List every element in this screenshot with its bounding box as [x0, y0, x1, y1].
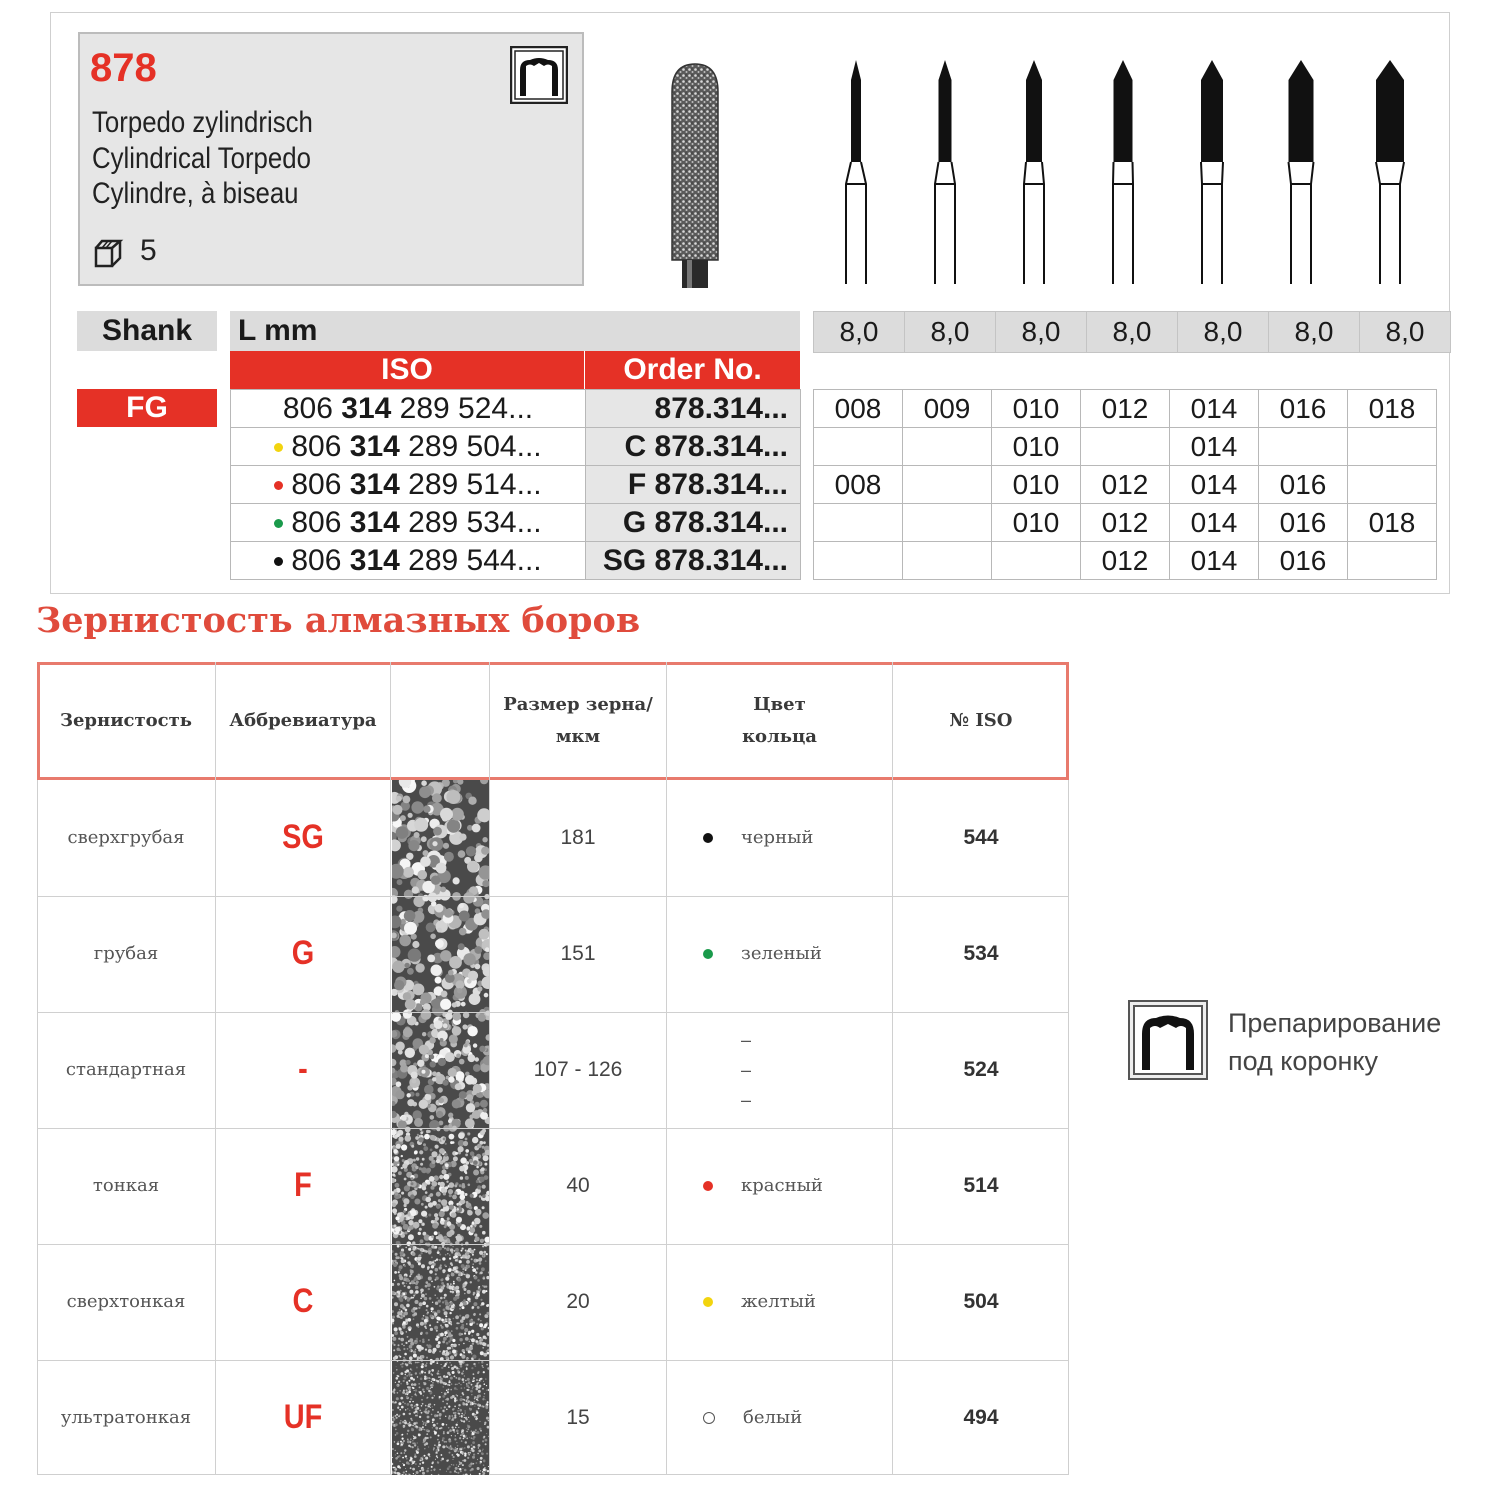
- bur-drawing: [1376, 60, 1404, 284]
- ring-color: [667, 1244, 892, 1359]
- iso-header: ISO: [230, 351, 584, 389]
- iso-code: [231, 390, 586, 428]
- iso-prefix: 806: [291, 505, 350, 539]
- legend-line-2: под коронку: [1228, 1046, 1378, 1076]
- header-grit: Зернистость: [60, 710, 192, 731]
- iso-code: [231, 466, 586, 504]
- size-cell: [814, 542, 903, 580]
- iso-code: [231, 428, 586, 466]
- iso-suffix: 289 504...: [399, 429, 542, 463]
- grit-name: сверхгрубая: [67, 827, 185, 848]
- ring-color: [667, 1128, 892, 1243]
- description-en: Cylindrical Torpedo: [92, 142, 311, 175]
- grit-abbreviation: C: [292, 1282, 314, 1320]
- iso-number: 514: [963, 1173, 999, 1197]
- iso-shape-code: 314: [349, 429, 400, 463]
- bur-drawing: [1289, 60, 1314, 284]
- size-cell: 014: [1170, 390, 1259, 428]
- iso-code: [231, 542, 586, 580]
- size-cell: 016: [1259, 504, 1348, 542]
- shank-type-fg: FG: [77, 389, 217, 427]
- length-cell: 8,0: [1087, 312, 1178, 353]
- grit-section-title: Зернистость алмазных боров: [36, 600, 641, 641]
- iso-suffix: 289 544...: [399, 543, 542, 577]
- size-row: [814, 428, 1437, 466]
- bur-photo: [664, 62, 726, 288]
- column-divider: [215, 662, 216, 1475]
- ring-color-dot: [274, 519, 283, 528]
- order-row: [231, 466, 801, 504]
- size-cell: [903, 542, 992, 580]
- header-ring-color: [667, 662, 892, 780]
- grit-name: тонкая: [92, 1175, 160, 1196]
- ring-color: [667, 780, 892, 895]
- size-cell: 008: [814, 466, 903, 504]
- iso-prefix: 806: [291, 543, 350, 577]
- iso-prefix: 806: [291, 429, 350, 463]
- iso-suffix: 289 514...: [399, 467, 542, 501]
- ring-color-dot: [274, 557, 283, 566]
- size-cell: 010: [992, 504, 1081, 542]
- size-row: [814, 504, 1437, 542]
- crown-preparation-icon: [510, 46, 568, 104]
- iso-suffix: 289 524...: [391, 391, 534, 425]
- size-cell: 014: [1170, 466, 1259, 504]
- bur-size-drawings: [810, 58, 1440, 290]
- description-de: Torpedo zylindrisch: [92, 106, 313, 139]
- grit-abbreviation: UF: [283, 1398, 323, 1436]
- description-fr: Cylindre, à biseau: [92, 177, 299, 210]
- ring-color-name: красный: [741, 1174, 823, 1196]
- size-cell: 014: [1170, 542, 1259, 580]
- size-cell: [1081, 428, 1170, 466]
- header-ring-color-line2: кольца: [742, 726, 817, 747]
- size-cell: [903, 504, 992, 542]
- ring-color-name: – – –: [741, 1029, 752, 1110]
- size-cell: 010: [992, 390, 1081, 428]
- iso-number: 544: [963, 825, 999, 849]
- size-cell: 016: [1259, 542, 1348, 580]
- iso-code: [231, 504, 586, 542]
- header-grain-size-line2: мкм: [555, 726, 601, 747]
- length-cell: 8,0: [996, 312, 1087, 353]
- ring-color-dot: [703, 1297, 713, 1307]
- grain-size: 20: [566, 1289, 590, 1313]
- order-row: [231, 504, 801, 542]
- length-header: L mm: [230, 311, 800, 351]
- size-cell: 012: [1081, 466, 1170, 504]
- ring-color-name: желтый: [741, 1290, 816, 1312]
- order-table: [230, 389, 801, 580]
- ring-color-dot: [703, 1181, 713, 1191]
- length-cell: 8,0: [814, 312, 905, 353]
- iso-shape-code: 314: [341, 391, 392, 425]
- bur-drawing: [1113, 60, 1133, 284]
- order-row: [231, 428, 801, 466]
- bur-drawing: [935, 60, 955, 284]
- length-cell: 8,0: [1269, 312, 1360, 353]
- order-number: C 878.314...: [586, 428, 801, 466]
- size-cell: 012: [1081, 542, 1170, 580]
- order-number: G 878.314...: [586, 504, 801, 542]
- order-number: 878.314...: [586, 390, 801, 428]
- grain-size: 181: [560, 825, 596, 849]
- iso-prefix: 806: [282, 391, 342, 425]
- ring-color: [667, 1360, 892, 1475]
- grain-size: 107 - 126: [533, 1057, 623, 1081]
- ring-color-dot: [703, 1412, 715, 1424]
- size-cell: 014: [1170, 504, 1259, 542]
- size-cell: [903, 428, 992, 466]
- size-cell: [992, 542, 1081, 580]
- ring-color-dot: [274, 481, 283, 490]
- ring-color: [667, 1012, 892, 1127]
- length-cell: 8,0: [1178, 312, 1269, 353]
- grit-name: стандартная: [65, 1059, 187, 1080]
- bur-drawing: [846, 60, 866, 284]
- header-ring-color-line1: Цвет: [753, 694, 806, 715]
- legend-line-1: Препарирование: [1228, 1008, 1442, 1038]
- ring-color-dot: [274, 443, 283, 452]
- length-cell: 8,0: [1360, 312, 1451, 353]
- size-cell: 014: [1170, 428, 1259, 466]
- header-iso-number: № ISO: [949, 710, 1013, 731]
- size-cell: [903, 466, 992, 504]
- size-cell: 018: [1348, 504, 1437, 542]
- iso-number: 504: [963, 1289, 999, 1313]
- grit-abbreviation: G: [291, 934, 315, 972]
- size-row: [814, 466, 1437, 504]
- length-cell: 8,0: [905, 312, 996, 353]
- size-cell: [1348, 466, 1437, 504]
- size-cell: 016: [1259, 466, 1348, 504]
- legend-text: [1228, 1004, 1441, 1080]
- column-divider: [390, 662, 391, 1475]
- order-row: [231, 542, 801, 580]
- size-cell: 010: [992, 428, 1081, 466]
- grit-name: сверхтонкая: [66, 1291, 186, 1312]
- size-cell: [1259, 428, 1348, 466]
- iso-suffix: 289 534...: [399, 505, 542, 539]
- order-number: F 878.314...: [586, 466, 801, 504]
- size-cell: [814, 504, 903, 542]
- ring-color: [667, 896, 892, 1011]
- figure-number: 878: [90, 46, 157, 90]
- iso-shape-code: 314: [349, 467, 400, 501]
- bur-drawing: [1201, 60, 1223, 284]
- grit-abbreviation: -: [298, 1050, 308, 1088]
- shank-header: Shank: [77, 311, 217, 351]
- order-row: [231, 390, 801, 428]
- iso-shape-code: 314: [349, 505, 400, 539]
- header-grain-size: [490, 662, 666, 780]
- size-cell: 010: [992, 466, 1081, 504]
- grain-size: 15: [566, 1405, 590, 1429]
- size-cell: 008: [814, 390, 903, 428]
- iso-shape-code: 314: [349, 543, 400, 577]
- header-grain-size-line1: Размер зерна/: [503, 694, 653, 715]
- size-row: [814, 390, 1437, 428]
- iso-number: 494: [963, 1405, 999, 1429]
- grit-abbreviation: SG: [282, 818, 324, 856]
- iso-number: 534: [963, 941, 999, 965]
- size-cell: [1348, 542, 1437, 580]
- size-cell: [814, 428, 903, 466]
- ring-color-name: черный: [741, 826, 814, 848]
- order-number: SG 878.314...: [586, 542, 801, 580]
- grit-abbreviation: F: [294, 1166, 312, 1204]
- header-abbreviation: Аббревиатура: [229, 710, 377, 731]
- size-row: [814, 542, 1437, 580]
- pack-quantity: 5: [140, 234, 157, 267]
- grain-size: 151: [560, 941, 596, 965]
- ring-color-name: белый: [743, 1406, 803, 1428]
- grit-name: грубая: [93, 943, 159, 964]
- bur-drawing: [1024, 60, 1044, 284]
- crown-preparation-icon: [1128, 1000, 1208, 1080]
- ring-color-name: зеленый: [741, 942, 822, 964]
- order-number-header: Order No.: [585, 351, 800, 389]
- sizes-table: [813, 389, 1437, 580]
- iso-number: 524: [963, 1057, 999, 1081]
- grain-size: 40: [566, 1173, 590, 1197]
- size-cell: [1348, 428, 1437, 466]
- size-cell: 016: [1259, 390, 1348, 428]
- ring-color-dot: [703, 833, 713, 843]
- iso-prefix: 806: [291, 467, 350, 501]
- grit-name: ультратонкая: [60, 1407, 192, 1428]
- size-cell: 012: [1081, 390, 1170, 428]
- size-cell: 009: [903, 390, 992, 428]
- package-icon: [92, 236, 126, 270]
- lengths-table: [813, 311, 1451, 353]
- size-cell: 018: [1348, 390, 1437, 428]
- size-cell: 012: [1081, 504, 1170, 542]
- ring-color-dot: [703, 949, 713, 959]
